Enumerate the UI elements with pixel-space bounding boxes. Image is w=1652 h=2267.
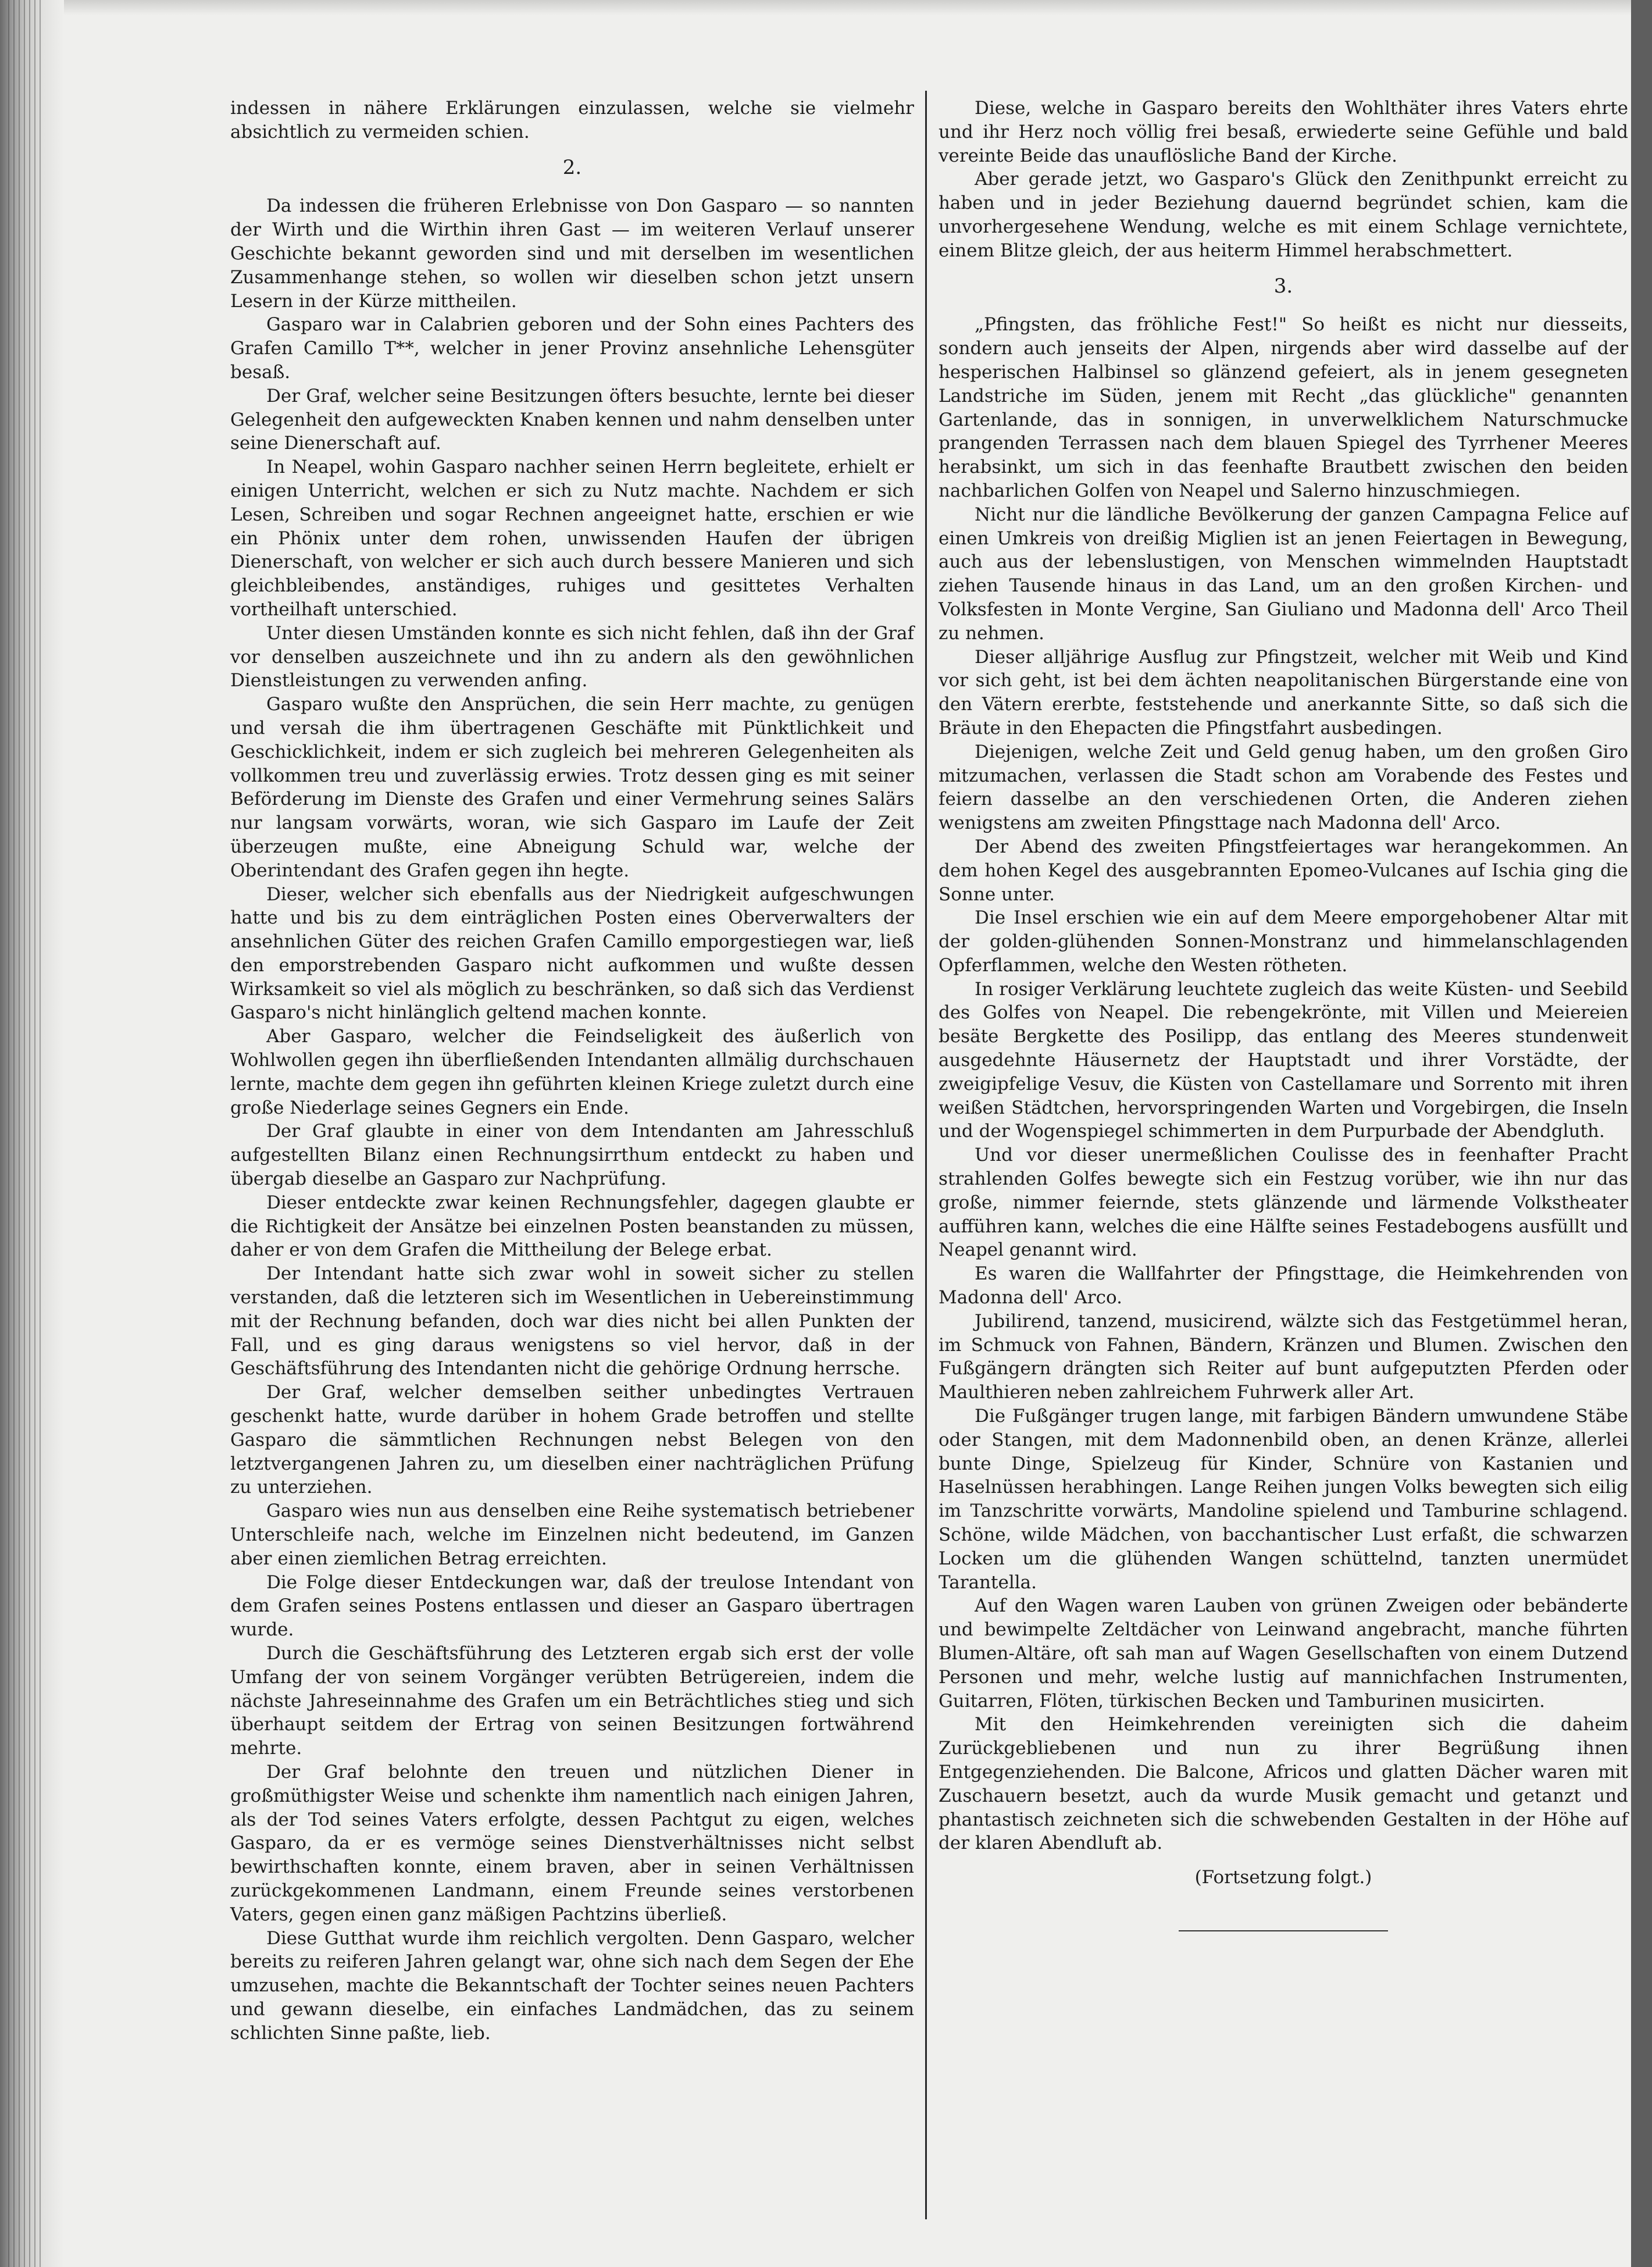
paragraph: Dieser, welcher sich ebenfalls aus der Niedrigkeit aufgeschwungen hatte und bis zu dem einträglichen Posten eines Oberverwalters der ansehnlichen Güter des reichen Grafen Camillo emporgestiegen war, ließ den emporstrebenden Gasparo nicht aufkommen und wußte dessen Wirksamkeit so viel als möglich zu beschränken, so daß sich das Verdienst Gasparo's nicht hinlänglich geltend machen konnte.: [230, 883, 914, 1024]
paragraph: Dieser entdeckte zwar keinen Rechnungsfehler, dagegen glaubte er die Richtigkeit der Ansätze bei einzelnen Posten beanstanden zu müssen, daher er von dem Grafen die Mittheilung der Belege erbat.: [230, 1192, 914, 1261]
paragraph: Durch die Geschäftsführung des Letzteren ergab sich erst der volle Umfang der von seinem Vorgänger verübten Betrügereien, indem die nächste Jahreseinnahme des Grafen um ein Beträchtliches stieg und sich überhaupt seitdem der Ertrag von seinen Besitzungen fortwährend mehrte.: [230, 1643, 914, 1759]
scan-edge: [1631, 0, 1652, 2267]
continuation-note: (Fortsetzung folgt.): [1194, 1867, 1372, 1888]
paragraph: Der Abend des zweiten Pfingstfeiertages war herangekommen. An dem hohen Kegel des ausgebrannten Epomeo-Vulcanes auf Ischia ging die Sonne unter.: [939, 836, 1628, 905]
paragraph: Der Graf, welcher seine Besitzungen öfters besuchte, lernte bei dieser Gelegenheit den aufgeweckten Knaben kennen und nahm denselben unter seine Dienerschaft auf.: [230, 385, 914, 454]
paragraph: Nicht nur die ländliche Bevölkerung der ganzen Campagna Felice auf einen Umkreis von dreißig Miglien ist an jenen Feiertagen in Bewegung, auch aus der lebenslustigen, von Menschen wimmelnden Hauptstadt ziehen Tausende hinaus in das Land, um an den großen Kirchen- und Volksfesten in Monte Vergine, San Giuliano und Madonna dell' Arco Theil zu nehmen.: [939, 504, 1628, 644]
paragraph: Gasparo wußte den Ansprüchen, die sein Herr machte, zu genügen und versah die ihm übertragenen Geschäfte mit Pünktlichkeit und Geschicklichkeit, indem er sich zugleich bei mehreren Gelegenheiten als vollkommen treu und zuverlässig erwies. Trotz dessen ging es mit seiner Beförderung im Dienste des Grafen und einer Vermehrung seines Salärs nur langsam vorwärts, woran, wie sich Gasparo im Laufe der Zeit überzeugen mußte, eine Abneigung Schuld war, welche der Oberintendant des Grafen gegen ihn hegte.: [230, 694, 914, 881]
paragraph: Der Graf, welcher demselben seither unbedingtes Vertrauen geschenkt hatte, wurde darüber in hohem Grade betroffen und stellte Gasparo die sämmtlichen Rechnungen nebst Belegen von den letztvergangenen Jahren zu, um dieselben einer nachträglichen Prüfung zu unterziehen.: [230, 1382, 914, 1498]
paragraph: Es waren die Wallfahrter der Pfingsttage, die Heimkehrenden von Madonna dell' Arco.: [939, 1263, 1628, 1309]
paragraph: Diese Gutthat wurde ihm reichlich vergolten. Denn Gasparo, welcher bereits zu reiferen Jahren gelangt war, ohne sich nach dem Segen der Ehe umzusehen, machte die Bekanntschaft der Tochter seines neuen Pachters und gewann dieselbe, ein einfaches Landmädchen, das zu seinem schlichten Sinne paßte, lieb.: [230, 1927, 914, 2044]
binding-edge-lines: [8, 0, 43, 2267]
paragraph: Der Graf belohnte den treuen und nützlichen Diener in großmüthigster Weise und schenkte ihm namentlich nach einigen Jahren, als der Tod seines Vaters erfolgte, dessen Pachtgut zu eigen, welches Gasparo, da er es vermöge seines Dienstverhältnisses nicht selbst bewirthschaften konnte, einem braven, aber in seinen Verhältnissen zurückgekommenen Landmann, einem Freunde seines verstorbenen Vaters, gegen einen ganz mäßigen Pachtzins überließ.: [230, 1761, 914, 1925]
intro-text: indessen in nähere Erklärungen einzulassen, welche sie vielmehr absichtlich zu vermeiden schien.: [230, 98, 914, 142]
paragraph: Da indessen die früheren Erlebnisse von Don Gasparo — so nannten der Wirth und die Wirthin ihren Gast — im weiteren Verlauf unserer Geschichte bekannt geworden sind und mit derselben im wesentlichen Zusammenhange stehen, so wollen wir dieselben schon jetzt unsern Lesern in der Kürze mittheilen.: [230, 195, 914, 312]
paragraph: Die Insel erschien wie ein auf dem Meere emporgehobener Altar mit der golden-glühenden Sonnen-Monstranz und himmelanschlagenden Opferflammen, welche den Westen rötheten.: [939, 907, 1628, 976]
right-column: [939, 97, 1628, 1931]
end-rule: [1179, 1930, 1388, 1931]
left-paragraphs: [230, 194, 914, 2045]
column-divider: [925, 91, 927, 2219]
paragraph: Jubilirend, tanzend, musicirend, wälzte sich das Festgetümmel heran, im Schmuck von Fahnen, Bändern, Kränzen und Blumen. Zwischen den Fußgängern drängten sich Reiter auf bunt aufgeputzten Pferden oder Maulthieren neben zahlreichem Fuhrwerk aller Art.: [939, 1310, 1628, 1403]
paragraph: In rosiger Verklärung leuchtete zugleich das weite Küsten- und Seebild des Golfes von Neapel. Die rebengekrönte, mit Villen und Meiereien besäte Bergkette des Posilipp, das entlang des Meeres stundenweit ausgedehnte Häusernetz der Hauptstadt und ihrer Vorstädte, der zweigipfelige Vesuv, die Küsten von Castellamare und Sorrento mit ihren weißen Städtchen, hervorspringenden Warten und Vorgebirgen, die Inseln und der Wogenspiegel schimmerten in dem Purpurbade der Abendgluth.: [939, 978, 1628, 1142]
paragraph: Diese, welche in Gasparo bereits den Wohlthäter ihres Vaters ehrte und ihr Herz noch völlig frei besaß, erwiederte seine Gefühle und bald vereinte Beide das unauflösliche Band der Kirche.: [939, 98, 1628, 166]
right-paragraphs-before: [939, 97, 1628, 263]
paragraph: „Pfingsten, das fröhliche Fest!" So heißt es nicht nur diesseits, sondern auch jenseits der Alpen, nirgends aber wird dasselbe auf der hesperischen Halbinsel so glänzend gefeiert, als in jenem gesegneten Landstriche im Süden, jenem mit Recht „das glückliche" genannten Gartenlande, das in sonnigen, in unverwelklichem Naturschmucke prangenden Terrassen nach dem blauen Spiegel des Tyrrhener Meeres herabsinkt, um sich in das feenhafte Brautbett zwischen den beiden nachbarlichen Golfen von Neapel und Salerno hinzuschmiegen.: [939, 314, 1628, 501]
paragraph: Der Intendant hatte sich zwar wohl in soweit sicher zu stellen verstanden, daß die letzteren sich im Wesentlichen in Uebereinstimmung mit der Rechnung befanden, doch war dies nicht bei allen Punkten der Fall, und es ging daraus wenigstens so viel hervor, daß in der Geschäftsführung des Intendanten nicht die gehörige Ordnung herrsche.: [230, 1263, 914, 1380]
paragraph: Diejenigen, welche Zeit und Geld genug haben, um den großen Giro mitzumachen, verlassen die Stadt schon am Vorabende des Festes und feiern dasselbe an den verschiedenen Orten, die Anderen ziehen wenigstens am zweiten Pfingsttage nach Madonna dell' Arco.: [939, 741, 1628, 834]
paragraph: Unter diesen Umständen konnte es sich nicht fehlen, daß ihn der Graf vor denselben auszeichnete und ihn zu andern als den gewöhnlichen Dienstleistungen zu verwenden anfing.: [230, 622, 914, 691]
paragraph: In Neapel, wohin Gasparo nachher seinen Herrn begleitete, erhielt er einigen Unterricht, welchen er sich zu Nutz machte. Nachdem er sich Lesen, Schreiben und sogar Rechnen angeeignet hatte, erschien er wie ein Phönix unter dem rohen, unwissenden Haufen der übrigen Dienerschaft, von welcher er sich auch durch bessere Manieren und sich gleichbleibendes, anständiges, ruhiges und gesittetes Verhalten vortheilhaft unterschied.: [230, 457, 914, 620]
paragraph: Gasparo wies nun aus denselben eine Reihe systematisch betriebener Unterschleife nach, welche im Einzelnen nicht bedeutend, im Ganzen aber einen ziemlichen Betrag erreichten.: [230, 1500, 914, 1569]
page-binding: [0, 0, 64, 2267]
section-number-2: 2.: [562, 155, 582, 179]
paragraph: Aber gerade jetzt, wo Gasparo's Glück den Zenithpunkt erreicht zu haben und in jeder Beziehung dauernd begründet schien, kam die unvorhergesehene Wendung, welche es mit einem Schlage vernichtete, einem Blitze gleich, der aus heiterm Himmel herabschmettert.: [939, 169, 1628, 261]
left-column: [230, 97, 914, 2045]
paragraph: Mit den Heimkehrenden vereinigten sich die daheim Zurückgebliebenen und nun zu ihrer Begrüßung ihnen Entgegenziehenden. Die Balcone, Africos und glatten Dächer waren mit Zuschauern besetzt, auch da wurde Musik gemacht und getanzt und phantastisch zeichneten sich die schwebenden Gestalten in der Höhe auf der klaren Abendluft ab.: [939, 1714, 1628, 1854]
paragraph: Die Fußgänger trugen lange, mit farbigen Bändern umwundene Stäbe oder Stangen, mit dem Madonnenbild oben, an denen Kränze, allerlei bunte Dinge, Spielzeug für Kinder, Schnüre von Kastanien und Haselnüssen herabhingen. Lange Reihen jungen Volks bewegten sich eilig im Tanzschritte vorwärts, Mandoline spielend und Tamburine schlagend. Schöne, wilde Mädchen, von bacchantischer Lust erfaßt, die schwarzen Locken um die glühenden Wangen schüttelnd, tanzten unermüdet Tarantella.: [939, 1406, 1628, 1593]
paragraph: Dieser alljährige Ausflug zur Pfingstzeit, welcher mit Weib und Kind vor sich geht, ist bei dem ächten neapolitanischen Bürgerstande eine von den Vätern ererbte, feststehende und anerkannte Sitte, so daß sich die Bräute in den Ehepacten die Pfingstfahrt ausbedingen.: [939, 646, 1628, 739]
paragraph: Auf den Wagen waren Lauben von grünen Zweigen oder bebänderte und bewimpelte Zeltdächer von Leinwand angebracht, manche führten Blumen-Altäre, oft sah man auf Wagen Gesellschaften von einem Dutzend Personen und mehr, welche lustig auf mannichfachen Instrumenten, Guitarren, Flöten, türkischen Becken und Tamburinen musicirten.: [939, 1595, 1628, 1712]
paragraph: Die Folge dieser Entdeckungen war, daß der treulose Intendant von dem Grafen seines Postens entlassen und dieser an Gasparo übertragen wurde.: [230, 1571, 914, 1641]
paragraph: Der Graf glaubte in einer von dem Intendanten am Jahresschluß aufgestellten Bilanz einen Rechnungsirrthum entdeckt zu haben und übergab dieselbe an Gasparo zur Nachprüfung.: [230, 1121, 914, 1190]
paragraph: Gasparo war in Calabrien geboren und der Sohn eines Pachters des Grafen Camillo T**, welcher in jener Provinz ansehnliche Lehensgüter besaß.: [230, 314, 914, 383]
section-number-3: 3.: [1273, 274, 1293, 298]
paragraph: Aber Gasparo, welcher die Feindseligkeit des äußerlich von Wohlwollen gegen ihn überfließenden Intendanten allmälig durchschauen lernte, machte dem gegen ihn geführten kleinen Kriege zuletzt durch eine große Niederlage seines Gegners ein Ende.: [230, 1026, 914, 1118]
paragraph: Und vor dieser unermeßlichen Coulisse des in feenhafter Pracht strahlenden Golfes bewegte sich ein Festzug vorüber, wie ihn nur das große, nimmer feiernde, stets glänzende und lärmende Volkstheater aufführen kann, welches die eine Hälfte seines Festadebogens ausfüllt und Neapel genannt wird.: [939, 1145, 1628, 1261]
page-top-shadow: [64, 0, 1631, 15]
right-paragraphs-after: [939, 313, 1628, 1855]
